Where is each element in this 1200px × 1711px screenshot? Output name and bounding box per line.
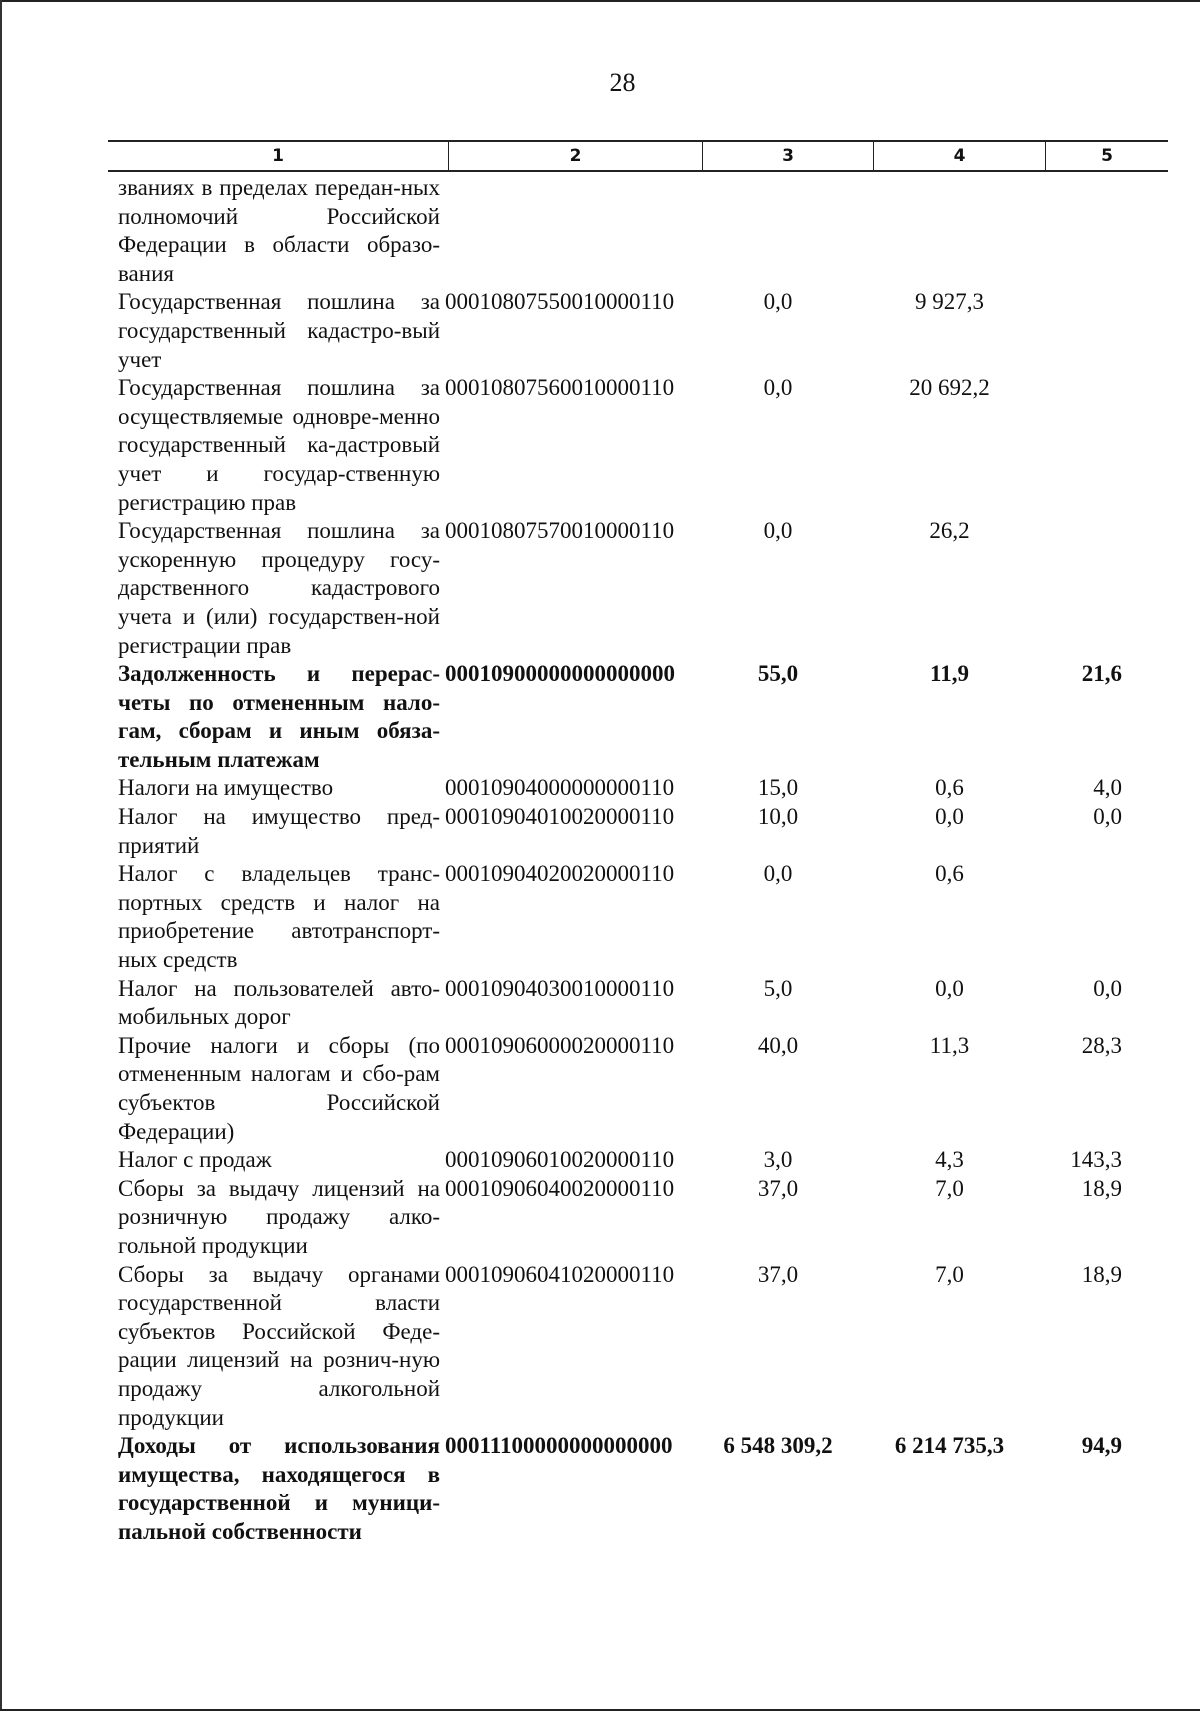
row-col-5: 28,3: [1081, 1032, 1122, 1058]
row-col-3: 10,0: [757, 804, 799, 830]
row-col-3: 15,0: [757, 775, 799, 801]
row-code: 00010906010020000110: [445, 1147, 675, 1173]
row-code: 00010904020020000110: [445, 861, 675, 887]
table-row: [118, 803, 1168, 860]
row-col-3: 6 548 309,2: [723, 1433, 833, 1459]
table-row: [118, 660, 1168, 774]
page-border-left: [0, 0, 2, 1711]
row-col-3: 0,0: [763, 861, 793, 887]
row-name: званиях в пределах передан-ных полномочий Российской Федерации в области образо-вания: [118, 175, 440, 286]
row-col-3: 37,0: [757, 1261, 799, 1287]
row-col-4: 7,0: [935, 1261, 964, 1287]
row-code: 00010904010020000110: [445, 804, 675, 830]
row-col-5: 0,0: [1093, 804, 1122, 830]
row-col-4: 20 692,2: [909, 375, 990, 401]
row-code: 00010904000000000110: [445, 775, 675, 801]
row-name: Доходы от использования имущества, находящегося в государственной и муници-пальной собственности: [118, 1433, 440, 1544]
row-name: Государственная пошлина за ускоренную процедуру госу-дарственного кадастрового учета и (или) государствен-ной регистрации прав: [118, 518, 440, 658]
row-col-3: 3,0: [763, 1147, 793, 1173]
row-col-3: 55,0: [757, 661, 799, 687]
table-row: [118, 517, 1168, 660]
row-code: 00010906041020000110: [445, 1261, 675, 1287]
row-name: Налоги на имущество: [118, 775, 334, 801]
row-code: 00010904030010000110: [445, 975, 675, 1001]
table-row: [118, 1146, 1168, 1175]
row-col-3: 37,0: [757, 1175, 799, 1201]
row-col-5: 18,9: [1081, 1261, 1122, 1287]
row-col-3: 0,0: [763, 518, 793, 544]
revenue-table: [118, 174, 1168, 1547]
row-code: 00011100000000000000: [445, 1433, 673, 1459]
row-col-5: 18,9: [1081, 1175, 1122, 1201]
row-name: Налог с владельцев транс-портных средств и налог на приобретение автотранспорт-ных средств: [118, 861, 440, 973]
row-col-3: 0,0: [763, 375, 793, 401]
row-col-5: 0,0: [1093, 975, 1122, 1001]
header-col-2: 2: [449, 142, 703, 170]
page-border-top: [0, 0, 1200, 2]
row-col-5: 21,6: [1081, 661, 1122, 687]
table-row: [118, 374, 1168, 517]
header-col-5: 5: [1101, 146, 1113, 166]
table-row: [118, 1032, 1168, 1146]
table-row: [118, 1432, 1168, 1546]
row-col-4: 4,3: [935, 1147, 964, 1173]
row-name: Государственная пошлина за государственный кадастро-вый учет: [118, 289, 440, 372]
row-col-4: 9 927,3: [915, 289, 984, 315]
page-number: 28: [609, 68, 636, 97]
row-col-4: 0,0: [935, 804, 964, 830]
row-name: Налог на имущество пред-приятий: [118, 804, 440, 858]
table-row: [118, 975, 1168, 1032]
row-col-4: 0,6: [935, 861, 964, 887]
row-name: Налог с продаж: [118, 1147, 272, 1173]
table-row: [118, 174, 1168, 288]
table-row: [118, 774, 1168, 803]
table-row: [118, 288, 1168, 374]
row-name: Государственная пошлина за осуществляемые одновре-менно государственный ка-дастровый учет и государ-ственную регистрацию прав: [118, 375, 440, 515]
table-header: [108, 140, 1168, 172]
row-col-5: 4,0: [1093, 775, 1122, 801]
table-row: [118, 1175, 1168, 1261]
row-name: Сборы за выдачу лицензий на розничную продажу алко-гольной продукции: [118, 1175, 440, 1258]
row-col-3: 40,0: [757, 1032, 799, 1058]
row-col-4: 6 214 735,3: [894, 1433, 1005, 1459]
row-col-4: 11,9: [930, 661, 969, 687]
row-col-4: 0,6: [935, 775, 964, 801]
row-name: Прочие налоги и сборы (по отмененным налогам и сбо-рам субъектов Российской Федерации): [118, 1032, 440, 1144]
row-col-5: 94,9: [1081, 1433, 1122, 1459]
row-col-4: 11,3: [929, 1032, 970, 1058]
row-col-4: 0,0: [935, 975, 964, 1001]
table-row: [118, 1261, 1168, 1433]
row-name: Налог на пользователей авто-мобильных дорог: [118, 975, 440, 1030]
row-col-5: 143,3: [1070, 1147, 1122, 1173]
row-code: 00010807550010000110: [445, 289, 675, 315]
row-code: 00010906040020000110: [445, 1175, 675, 1201]
row-col-3: 0,0: [763, 289, 793, 315]
row-code: 00010807560010000110: [445, 375, 675, 401]
row-col-3: 5,0: [763, 975, 793, 1001]
row-name: Задолженность и перерас-четы по отмененным нало-гам, сборам и иным обяза-тельным платежам: [118, 661, 440, 772]
row-name: Сборы за выдачу органами государственной власти субъектов Российской Феде-рации лицензий на рознич-ную продажу алкогольной продукции: [118, 1261, 440, 1430]
row-col-4: 7,0: [935, 1175, 964, 1201]
header-col-3: 3: [703, 142, 874, 170]
row-code: 00010807570010000110: [445, 518, 675, 544]
header-col-4: 4: [874, 142, 1046, 170]
table-row: [118, 860, 1168, 974]
row-col-4: 26,2: [929, 518, 970, 544]
row-code: 00010906000020000110: [445, 1032, 675, 1058]
header-col-1: 1: [108, 142, 449, 170]
row-code: 00010900000000000000: [445, 661, 675, 687]
